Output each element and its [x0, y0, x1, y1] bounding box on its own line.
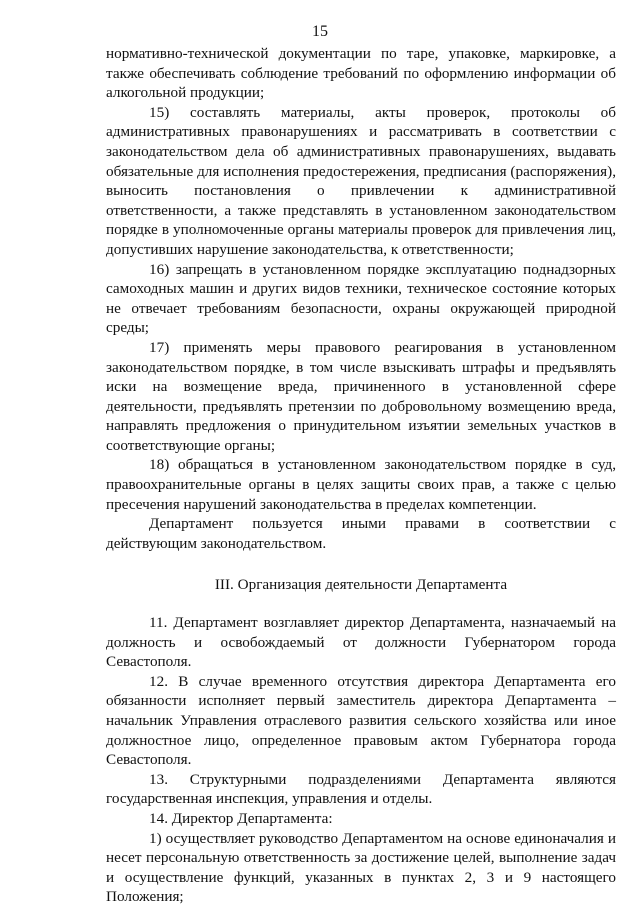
- paragraph-item-18: 18) обращаться в установленном законодательством порядке в суд, правоохранительные органы в целях защиты своих прав, а также с целью пресечения нарушений законодательства в пределах компетенции.: [106, 456, 616, 513]
- paragraph-continuation: нормативно-технической документации по таре, упаковке, маркировке, а также обеспечивать соблюдение требований по оформлению информации об алкогольной продукции;: [106, 45, 616, 102]
- paragraph-clause-11: 11. Департамент возглавляет директор Департамента, назначаемый на должность и освобождаемый от должности Губернатором города Севастополя.: [106, 614, 616, 671]
- paragraph-clause-14-item-1: 1) осуществляет руководство Департаментом на основе единоначалия и несет персональную ответственность за достижение целей, выполнение задач и осуществление функций, указанных в пунктах 2, 3 и 9 настоящего Положения;: [106, 829, 616, 906]
- paragraph-item-17: 17) применять меры правового реагирования в установленном законодательством порядке, в том числе взыскивать штрафы и предъявлять иски на возмещение вреда, причиненного в установленной сфере деятельности, предъявлять претензии по добровольному возмещению вреда, направлять предложения о принудительном изъятии земельных участков в соответствующие органы;: [106, 338, 616, 454]
- paragraph-item-15: 15) составлять материалы, акты проверок, протоколы об административных правонарушениях и рассматривать в соответствии с законодательством дела об административных правонарушениях, выдавать обязательные для исполнения предостережения, предписания (распоряжения), выносить постановления о привлечении к административной ответственности, а также представлять в установленном законодательством порядке в уполномоченные органы материалы проверок для привлечения лиц, допустивших нарушение законодательства, к ответственности;: [106, 103, 616, 258]
- paragraph-item-16: 16) запрещать в установленном порядке эксплуатацию поднадзорных самоходных машин и других видов техники, техническое состояние которых не отвечает требованиям безопасности, охраны окружающей природной среды;: [106, 260, 616, 337]
- paragraph-clause-12: 12. В случае временного отсутствия директора Департамента его обязанности исполняет первый заместитель директора Департамента – начальник Управления отраслевого развития сельского хозяйства или иное должностное лицо, определенное правовым актом Губернатора города Севастополя.: [106, 672, 616, 769]
- page-number: 15: [312, 23, 328, 40]
- paragraph-clause-13: 13. Структурными подразделениями Департамента являются государственная инспекция, управления и отделы.: [106, 770, 616, 808]
- document-body: [106, 44, 616, 907]
- section-heading: III. Организация деятельности Департамента: [214, 576, 508, 594]
- paragraph-rights: Департамент пользуется иными правами в соответствии с действующим законодательством.: [106, 515, 616, 552]
- paragraph-clause-14: 14. Директор Департамента:: [149, 809, 333, 827]
